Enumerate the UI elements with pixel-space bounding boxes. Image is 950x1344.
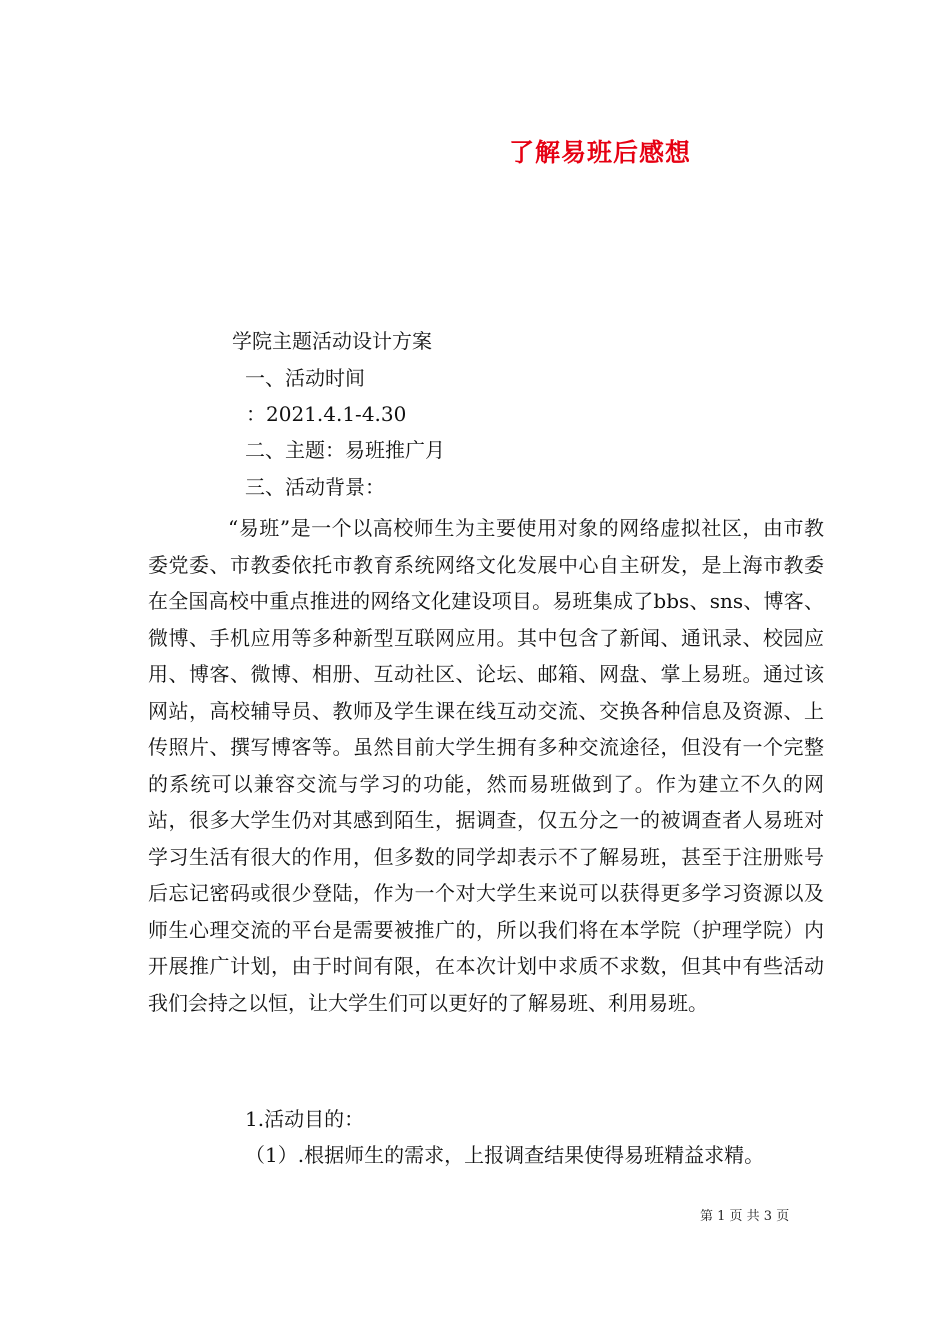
background-paragraph: “易班”是一个以高校师生为主要使用对象的网络虚拟社区，由市教委党委、市教委依托市教育系统网络文化发展中心自主研发，是上海市教委在全国高校中重点推进的网络文化建设项目。易班集成了bbs、sns、博客、微博、手机应用等多种新型互联网应用。其中包含了新闻、通讯录、校园应用、博客、微博、相册、互动社区、论坛、邮箱、网盘、掌上易班。通过该网站，高校辅导员、教师及学生课在线互动交流、交换各种信息及资源、上传照片、撰写博客等。虽然目前大学生拥有多种交流途径，但没有一个完整的系统可以兼容交流与学习的功能，然而易班做到了。作为建立不久的网站，很多大学生仍对其感到陌生，据调查，仅五分之一的被调查者人易班对学习生活有很大的作用，但多数的同学却表示不了解易班，甚至于注册账号后忘记密码或很少登陆，作为一个对大学生来说可以获得更多学习资源以及师生心理交流的平台是需要被推广的，所以我们将在本学院（护理学院）内开展推广计划，由于时间有限，在本次计划中求质不求数，但其中有些活动我们会持之以恒，让大学生们可以更好的了解易班、利用易班。: [148, 516, 824, 1015]
section-theme: 二、主题：易班推广月: [245, 438, 445, 462]
goal-heading: 1.活动目的：: [245, 1107, 365, 1131]
section-activity-time: 一、活动时间: [245, 366, 365, 390]
plan-heading: 学院主题活动设计方案: [232, 329, 432, 353]
goal-item-1: （1）.根据师生的需求，上报调查结果使得易班精益求精。: [245, 1143, 765, 1167]
document-title: 了解易班后感想: [509, 138, 692, 167]
page-footer: 第 1 页 共 3 页: [700, 1209, 790, 1224]
section-background: 三、活动背景：: [245, 475, 385, 499]
activity-time-value: ：2021.4.1-4.30: [246, 402, 407, 426]
